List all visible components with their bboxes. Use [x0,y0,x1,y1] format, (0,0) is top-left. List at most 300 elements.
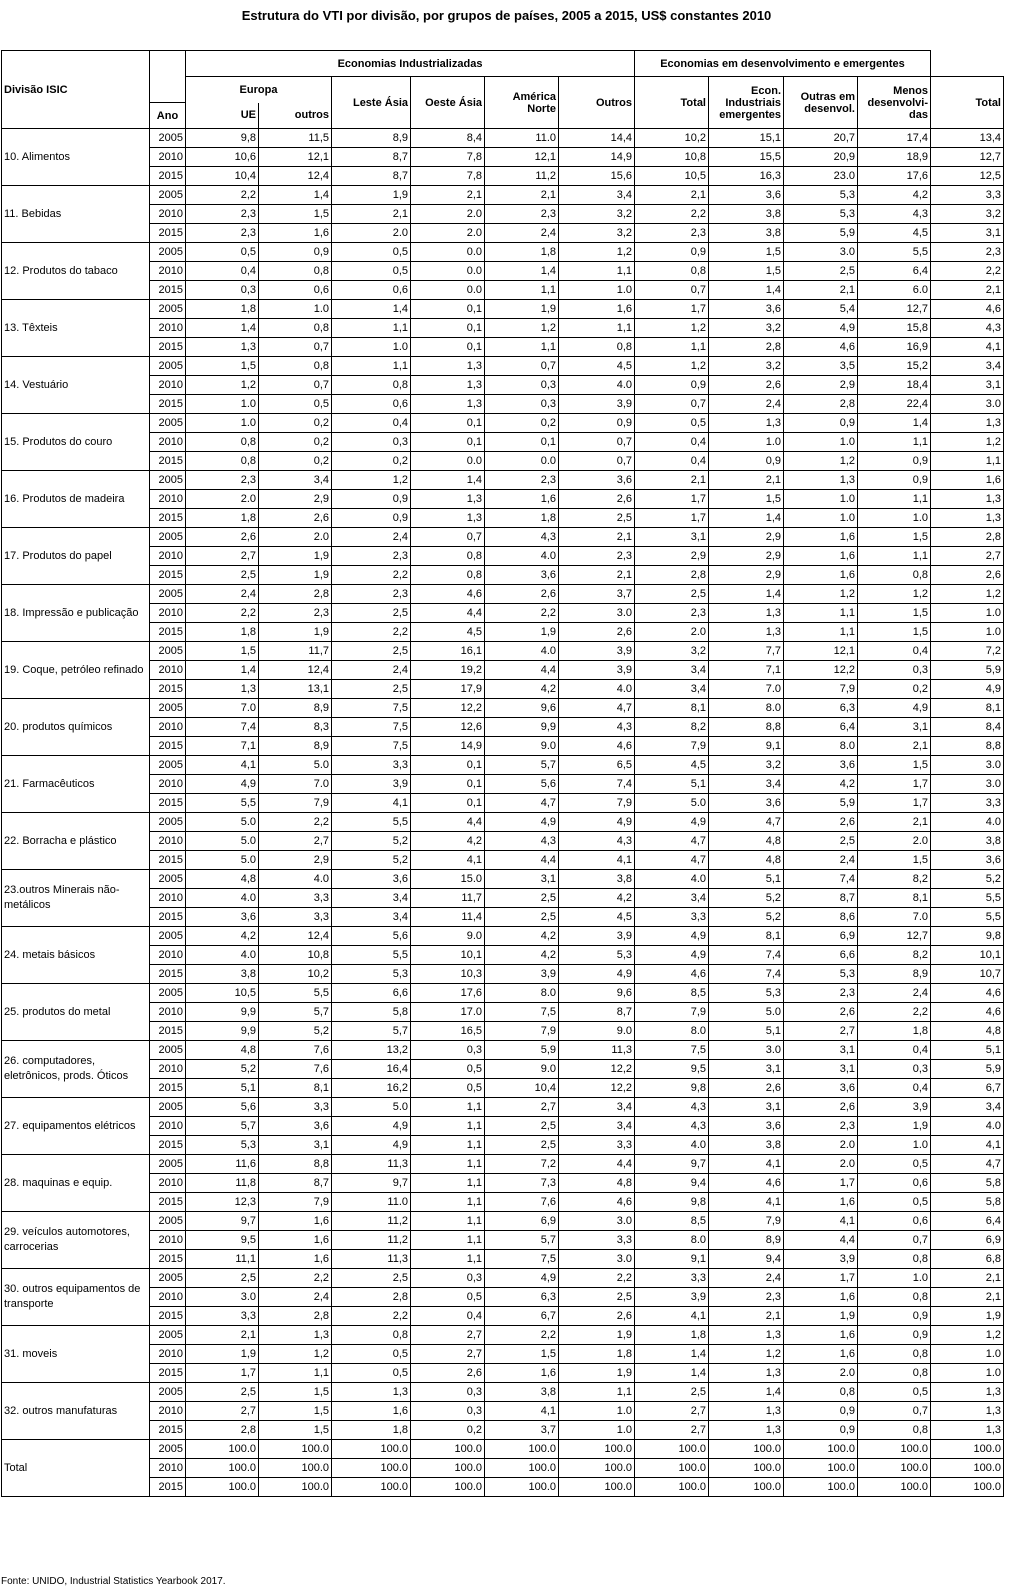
value-cell: 1,1 [411,1193,485,1212]
value-cell: 100.0 [559,1440,635,1459]
value-cell: 11,8 [186,1174,259,1193]
year-cell: 2010 [150,376,186,395]
value-cell: 12,6 [411,718,485,737]
value-cell: 1,1 [559,1383,635,1402]
value-cell: 4,3 [858,205,931,224]
value-cell: 7,5 [332,699,411,718]
value-cell: 10,2 [635,129,709,148]
value-cell: 2,6 [709,1079,784,1098]
value-cell: 3,3 [259,908,332,927]
value-cell: 0,8 [259,262,332,281]
table-row [2,1345,1004,1364]
value-cell: 0,1 [411,756,485,775]
value-cell: 1,9 [259,566,332,585]
division-label: 14. Vestuário [2,357,150,414]
value-cell: 12,3 [186,1193,259,1212]
value-cell: 7,8 [411,167,485,186]
value-cell: 1,1 [858,433,931,452]
value-cell: 8,5 [635,984,709,1003]
value-cell: 2,4 [186,585,259,604]
value-cell: 14,9 [559,148,635,167]
table-row [2,490,1004,509]
value-cell: 3,2 [709,357,784,376]
value-cell: 5,5 [332,813,411,832]
value-cell: 0,1 [411,414,485,433]
value-cell: 2,2 [186,186,259,205]
value-cell: 1,9 [186,1345,259,1364]
value-cell: 1,3 [931,509,1004,528]
value-cell: 100.0 [485,1478,559,1497]
value-cell: 4,3 [635,1098,709,1117]
year-cell: 2005 [150,756,186,775]
table-row [2,547,1004,566]
value-cell: 4,1 [559,851,635,870]
value-cell: 1,5 [259,1383,332,1402]
table-row [2,1288,1004,1307]
table-row [2,984,1004,1003]
value-cell: 4,7 [931,1155,1004,1174]
value-cell: 4,1 [332,794,411,813]
value-cell: 9,7 [332,1174,411,1193]
value-cell: 0,9 [784,1402,858,1421]
value-cell: 1,5 [709,262,784,281]
value-cell: 2,2 [635,205,709,224]
value-cell: 3,2 [709,756,784,775]
value-cell: 0.0 [411,452,485,471]
value-cell: 100.0 [332,1478,411,1497]
value-cell: 2,1 [559,566,635,585]
value-cell: 11,6 [186,1155,259,1174]
value-cell: 7,1 [186,737,259,756]
value-cell: 6,6 [332,984,411,1003]
value-cell: 2,5 [784,832,858,851]
value-cell: 0,6 [332,395,411,414]
year-cell: 2010 [150,889,186,908]
value-cell: 1,9 [485,300,559,319]
value-cell: 2,1 [411,186,485,205]
table-row [2,661,1004,680]
value-cell: 2,6 [784,813,858,832]
value-cell: 2,5 [485,889,559,908]
value-cell: 2.0 [332,224,411,243]
value-cell: 3,1 [709,1098,784,1117]
value-cell: 11.0 [332,1193,411,1212]
value-cell: 8.0 [784,737,858,756]
header-europe-others: outros [259,103,332,129]
table-row [2,262,1004,281]
value-cell: 3,8 [931,832,1004,851]
value-cell: 0,2 [259,452,332,471]
value-cell: 2,3 [931,243,1004,262]
value-cell: 2,5 [332,680,411,699]
value-cell: 0,8 [858,1250,931,1269]
value-cell: 1.0 [858,1136,931,1155]
value-cell: 6,3 [784,699,858,718]
value-cell: 0,3 [858,1060,931,1079]
value-cell: 3,4 [709,775,784,794]
value-cell: 16,4 [332,1060,411,1079]
value-cell: 100.0 [931,1440,1004,1459]
table-row [2,167,1004,186]
value-cell: 4,7 [635,851,709,870]
value-cell: 7,9 [559,794,635,813]
value-cell: 9,8 [635,1079,709,1098]
value-cell: 7,6 [485,1193,559,1212]
value-cell: 7,9 [709,1212,784,1231]
division-label: 22. Borracha e plástico [2,813,150,870]
value-cell: 0,7 [559,433,635,452]
value-cell: 4,2 [485,946,559,965]
value-cell: 1,8 [559,1345,635,1364]
header-emerging: Econ. Industriais emergentes [709,77,784,129]
value-cell: 5,3 [559,946,635,965]
value-cell: 3,8 [709,1136,784,1155]
value-cell: 1,2 [931,1326,1004,1345]
value-cell: 0,1 [411,794,485,813]
value-cell: 0,7 [858,1231,931,1250]
value-cell: 1,9 [485,623,559,642]
value-cell: 100.0 [709,1478,784,1497]
year-cell: 2010 [150,319,186,338]
year-cell: 2010 [150,1003,186,1022]
value-cell: 100.0 [186,1459,259,1478]
value-cell: 1,1 [559,319,635,338]
value-cell: 17,4 [858,129,931,148]
value-cell: 4.0 [559,680,635,699]
value-cell: 5,6 [485,775,559,794]
value-cell: 3,6 [259,1117,332,1136]
value-cell: 1,9 [559,1326,635,1345]
value-cell: 0,7 [635,281,709,300]
value-cell: 3,1 [259,1136,332,1155]
value-cell: 2,6 [784,1098,858,1117]
value-cell: 5,6 [186,1098,259,1117]
value-cell: 15.0 [411,870,485,889]
year-cell: 2010 [150,262,186,281]
value-cell: 5,1 [931,1041,1004,1060]
value-cell: 1,5 [259,205,332,224]
value-cell: 1.0 [559,1421,635,1440]
value-cell: 4,9 [931,680,1004,699]
value-cell: 1,3 [186,338,259,357]
value-cell: 4,2 [485,680,559,699]
value-cell: 2,9 [259,851,332,870]
table-row [2,528,1004,547]
value-cell: 2,1 [709,1307,784,1326]
value-cell: 1,3 [411,490,485,509]
value-cell: 3,4 [559,1098,635,1117]
value-cell: 1,6 [931,471,1004,490]
value-cell: 8,4 [411,129,485,148]
division-label: 15. Produtos do couro [2,414,150,471]
value-cell: 5,5 [186,794,259,813]
value-cell: 2,3 [485,205,559,224]
value-cell: 0,8 [559,338,635,357]
value-cell: 20,7 [784,129,858,148]
value-cell: 1.0 [784,433,858,452]
value-cell: 2,3 [259,604,332,623]
value-cell: 9,8 [931,927,1004,946]
table-row [2,794,1004,813]
value-cell: 7,2 [485,1155,559,1174]
value-cell: 15,8 [858,319,931,338]
year-cell: 2005 [150,813,186,832]
value-cell: 1,6 [784,566,858,585]
value-cell: 4,7 [709,813,784,832]
value-cell: 12,2 [411,699,485,718]
value-cell: 0,9 [635,376,709,395]
value-cell: 5,5 [259,984,332,1003]
value-cell: 1,1 [411,1117,485,1136]
value-cell: 3,4 [635,889,709,908]
value-cell: 4,6 [931,984,1004,1003]
value-cell: 15,6 [559,167,635,186]
value-cell: 2,5 [332,1269,411,1288]
year-cell: 2005 [150,642,186,661]
value-cell: 2,3 [186,471,259,490]
value-cell: 0,6 [858,1212,931,1231]
value-cell: 2,3 [709,1288,784,1307]
value-cell: 8,1 [709,927,784,946]
value-cell: 100.0 [858,1440,931,1459]
value-cell: 1,4 [259,186,332,205]
value-cell: 5,1 [635,775,709,794]
value-cell: 12,7 [931,148,1004,167]
value-cell: 3,9 [559,927,635,946]
value-cell: 1,5 [858,851,931,870]
value-cell: 1,7 [186,1364,259,1383]
value-cell: 1,5 [858,756,931,775]
value-cell: 4.0 [186,946,259,965]
value-cell: 0,6 [259,281,332,300]
table-row [2,1117,1004,1136]
value-cell: 1,5 [259,1421,332,1440]
value-cell: 100.0 [485,1459,559,1478]
value-cell: 100.0 [931,1478,1004,1497]
value-cell: 7.0 [259,775,332,794]
value-cell: 2,7 [186,547,259,566]
value-cell: 2,6 [259,509,332,528]
table-row [2,585,1004,604]
value-cell: 0,7 [411,528,485,547]
value-cell: 3.0 [186,1288,259,1307]
value-cell: 1.0 [186,414,259,433]
value-cell: 0,9 [858,452,931,471]
value-cell: 9.0 [485,1060,559,1079]
table-row [2,395,1004,414]
value-cell: 2,5 [635,1383,709,1402]
year-cell: 2015 [150,1022,186,1041]
year-cell: 2010 [150,433,186,452]
year-cell: 2005 [150,186,186,205]
value-cell: 17.0 [411,1003,485,1022]
division-label: 27. equipamentos elétricos [2,1098,150,1155]
value-cell: 7,9 [485,1022,559,1041]
value-cell: 16,1 [411,642,485,661]
value-cell: 4,1 [635,1307,709,1326]
value-cell: 2,5 [635,585,709,604]
value-cell: 10,8 [635,148,709,167]
value-cell: 100.0 [784,1459,858,1478]
value-cell: 2,2 [559,1269,635,1288]
value-cell: 9,7 [635,1155,709,1174]
table-row [2,775,1004,794]
value-cell: 4,6 [635,965,709,984]
division-label: 18. Impressão e publicação [2,585,150,642]
division-label: 21. Farmacêuticos [2,756,150,813]
value-cell: 3,6 [784,756,858,775]
value-cell: 1,9 [784,1307,858,1326]
value-cell: 2,1 [858,737,931,756]
value-cell: 2,3 [332,547,411,566]
value-cell: 0,8 [858,1288,931,1307]
value-cell: 7,9 [635,1003,709,1022]
value-cell: 2.0 [411,224,485,243]
year-cell: 2015 [150,1364,186,1383]
value-cell: 2,1 [931,281,1004,300]
value-cell: 4,4 [485,661,559,680]
value-cell: 1,3 [931,490,1004,509]
value-cell: 1,8 [186,300,259,319]
value-cell: 4,2 [186,927,259,946]
value-cell: 0,8 [784,1383,858,1402]
value-cell: 9,8 [186,129,259,148]
value-cell: 7,6 [259,1060,332,1079]
value-cell: 0,5 [332,1364,411,1383]
table-row [2,1383,1004,1402]
value-cell: 2,2 [332,566,411,585]
value-cell: 1,6 [485,1364,559,1383]
value-cell: 3.0 [709,1041,784,1060]
value-cell: 1,5 [186,357,259,376]
value-cell: 9,7 [186,1212,259,1231]
value-cell: 4,4 [485,851,559,870]
value-cell: 3.0 [931,395,1004,414]
value-cell: 3,4 [931,357,1004,376]
value-cell: 3,4 [931,1098,1004,1117]
value-cell: 0,3 [411,1402,485,1421]
value-cell: 3,6 [709,794,784,813]
value-cell: 0,5 [411,1079,485,1098]
value-cell: 2,6 [559,490,635,509]
value-cell: 3,2 [709,319,784,338]
value-cell: 0,3 [858,661,931,680]
value-cell: 5,5 [858,243,931,262]
value-cell: 1,7 [784,1269,858,1288]
value-cell: 1,3 [709,414,784,433]
value-cell: 10,1 [931,946,1004,965]
value-cell: 2,7 [635,1402,709,1421]
table-row [2,927,1004,946]
value-cell: 3,2 [931,205,1004,224]
value-cell: 1,6 [259,224,332,243]
table-title: Estrutura do VTI por divisão, por grupos de países, 2005 a 2015, US$ constantes 2010 [241,8,772,23]
value-cell: 2,1 [709,471,784,490]
value-cell: 3,3 [931,794,1004,813]
value-cell: 1,2 [559,243,635,262]
value-cell: 8,2 [858,870,931,889]
value-cell: 5,4 [784,300,858,319]
division-label: 32. outros manufaturas [2,1383,150,1440]
value-cell: 3,6 [931,851,1004,870]
value-cell: 5,2 [332,851,411,870]
value-cell: 2.0 [784,1136,858,1155]
value-cell: 5.0 [635,794,709,813]
value-cell: 0,3 [485,395,559,414]
value-cell: 6,4 [931,1212,1004,1231]
value-cell: 4,3 [485,528,559,547]
value-cell: 1,3 [186,680,259,699]
value-cell: 0,9 [784,414,858,433]
division-label: 10. Alimentos [2,129,150,186]
table-row [2,813,1004,832]
value-cell: 3,4 [635,661,709,680]
value-cell: 0,6 [858,1174,931,1193]
value-cell: 5,8 [931,1193,1004,1212]
value-cell: 12,4 [259,167,332,186]
value-cell: 0,9 [858,1307,931,1326]
value-cell: 1,4 [332,300,411,319]
value-cell: 0,2 [485,414,559,433]
value-cell: 1,1 [411,1174,485,1193]
value-cell: 3,3 [259,1098,332,1117]
value-cell: 100.0 [635,1459,709,1478]
value-cell: 1,2 [931,585,1004,604]
value-cell: 4,8 [709,851,784,870]
table-row [2,1079,1004,1098]
value-cell: 0,8 [635,262,709,281]
value-cell: 2,2 [931,262,1004,281]
value-cell: 1,3 [411,376,485,395]
value-cell: 2,6 [186,528,259,547]
year-cell: 2015 [150,509,186,528]
value-cell: 0,1 [411,433,485,452]
value-cell: 5,3 [709,984,784,1003]
year-cell: 2010 [150,1117,186,1136]
value-cell: 2,1 [186,1326,259,1345]
value-cell: 2,8 [784,395,858,414]
year-cell: 2015 [150,1079,186,1098]
value-cell: 1,5 [259,1402,332,1421]
value-cell: 0,5 [411,1288,485,1307]
value-cell: 3,9 [559,661,635,680]
table-row [2,1440,1004,1459]
value-cell: 0.0 [411,243,485,262]
value-cell: 1,7 [635,490,709,509]
value-cell: 1,4 [635,1345,709,1364]
year-cell: 2015 [150,794,186,813]
year-cell: 2015 [150,224,186,243]
value-cell: 7,9 [259,794,332,813]
value-cell: 6,7 [485,1307,559,1326]
value-cell: 5,9 [784,224,858,243]
table-row [2,148,1004,167]
year-cell: 2005 [150,699,186,718]
value-cell: 0,8 [858,1421,931,1440]
division-label: Total [2,1440,150,1497]
value-cell: 1,9 [858,1117,931,1136]
value-cell: 8,9 [259,699,332,718]
value-cell: 100.0 [259,1440,332,1459]
value-cell: 8,1 [858,889,931,908]
value-cell: 1,5 [858,623,931,642]
table-row [2,357,1004,376]
value-cell: 1,4 [485,262,559,281]
table-row [2,205,1004,224]
value-cell: 1.0 [186,395,259,414]
value-cell: 1.0 [559,281,635,300]
value-cell: 3.0 [931,775,1004,794]
